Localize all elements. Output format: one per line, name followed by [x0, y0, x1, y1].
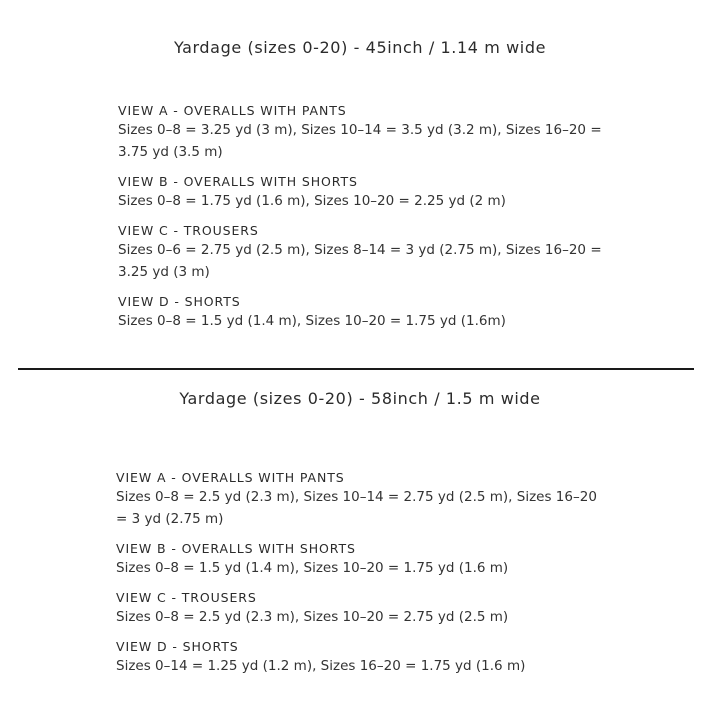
- view-detail: Sizes 0–8 = 1.5 yd (1.4 m), Sizes 10–20 = 1.75 yd (1.6 m): [116, 560, 509, 576]
- view-list: [116, 469, 616, 687]
- view-item-d: [118, 293, 618, 332]
- view-item-b: [116, 540, 616, 579]
- view-title: VIEW B - OVERALLS WITH SHORTS: [116, 541, 356, 556]
- view-item-a: [116, 469, 616, 530]
- view-item-c: [118, 222, 618, 283]
- section-title: Yardage (sizes 0-20) - 58inch / 1.5 m wide: [179, 389, 541, 408]
- view-title: VIEW C - TROUSERS: [118, 223, 259, 238]
- view-title: VIEW D - SHORTS: [118, 294, 241, 309]
- view-item-c: [116, 589, 616, 628]
- view-list: [118, 102, 618, 342]
- view-title: VIEW D - SHORTS: [116, 639, 239, 654]
- view-item-b: [118, 173, 618, 212]
- view-detail: Sizes 0–8 = 2.5 yd (2.3 m), Sizes 10–14 = 2.75 yd (2.5 m), Sizes 16–20 = 3 yd (2.75 m): [116, 489, 597, 527]
- view-detail: Sizes 0–8 = 3.25 yd (3 m), Sizes 10–14 = 3.5 yd (3.2 m), Sizes 16–20 = 3.75 yd (3.5 m): [118, 122, 602, 160]
- view-detail: Sizes 0–8 = 1.5 yd (1.4 m), Sizes 10–20 = 1.75 yd (1.6m): [118, 313, 506, 329]
- section-title: Yardage (sizes 0-20) - 45inch / 1.14 m wide: [173, 38, 547, 57]
- section-divider: [18, 368, 694, 370]
- view-title: VIEW A - OVERALLS WITH PANTS: [118, 103, 347, 118]
- view-detail: Sizes 0–6 = 2.75 yd (2.5 m), Sizes 8–14 = 3 yd (2.75 m), Sizes 16–20 = 3.25 yd (3 m): [118, 242, 602, 280]
- view-item-a: [118, 102, 618, 163]
- view-title: VIEW A - OVERALLS WITH PANTS: [116, 470, 345, 485]
- view-title: VIEW C - TROUSERS: [116, 590, 257, 605]
- view-detail: Sizes 0–8 = 2.5 yd (2.3 m), Sizes 10–20 = 2.75 yd (2.5 m): [116, 609, 509, 625]
- view-item-d: [116, 638, 616, 677]
- view-detail: Sizes 0–14 = 1.25 yd (1.2 m), Sizes 16–20 = 1.75 yd (1.6 m): [116, 658, 526, 674]
- view-detail: Sizes 0–8 = 1.75 yd (1.6 m), Sizes 10–20 = 2.25 yd (2 m): [118, 193, 506, 209]
- view-title: VIEW B - OVERALLS WITH SHORTS: [118, 174, 358, 189]
